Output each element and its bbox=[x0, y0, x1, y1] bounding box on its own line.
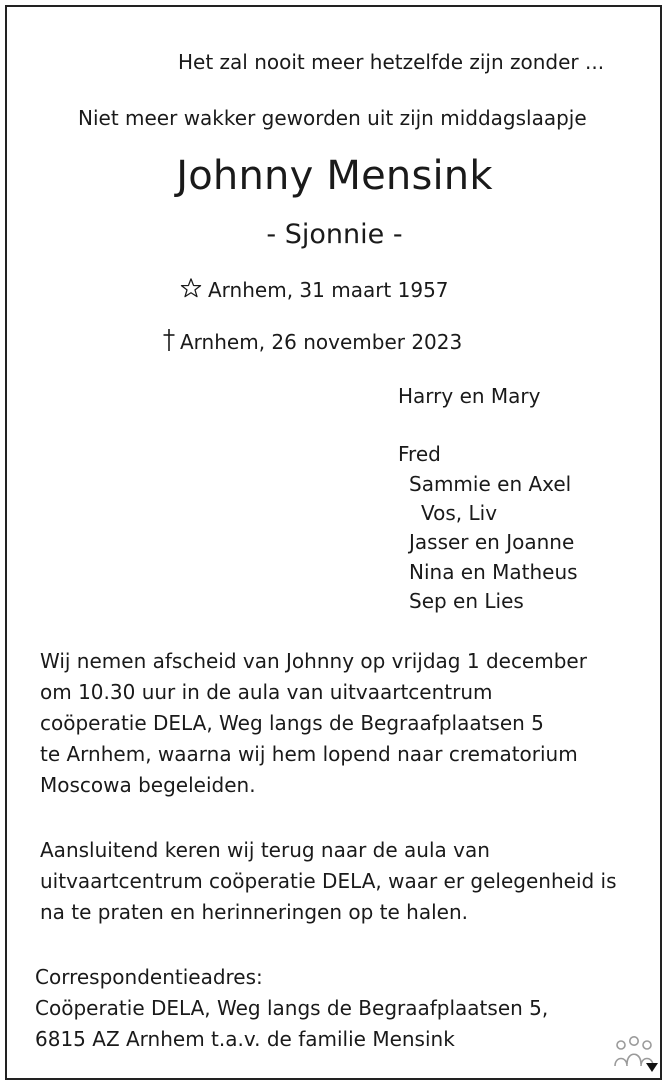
ceremony-line: Moscowa begeleiden. bbox=[40, 773, 256, 797]
birth-line bbox=[180, 278, 449, 302]
star-icon bbox=[180, 278, 202, 298]
correspondence-line: 6815 AZ Arnhem t.a.v. de familie Mensink bbox=[35, 1027, 455, 1051]
deceased-name: Johnny Mensink bbox=[176, 153, 493, 199]
gathering-line: na te praten en herinneringen op te halen. bbox=[40, 900, 469, 924]
cross-icon bbox=[162, 328, 176, 352]
family-child-4: Sep en Lies bbox=[409, 589, 524, 613]
tagline: Het zal nooit meer hetzelfde zijn zonder ... bbox=[178, 50, 605, 74]
dela-logo-icon bbox=[612, 1032, 660, 1074]
ceremony-line: Wij nemen afscheid van Johnny op vrijdag 1 december bbox=[40, 649, 587, 673]
correspondence-block bbox=[35, 962, 635, 1055]
ceremony-line: coöperatie DELA, Weg langs de Begraafplaatsen 5 bbox=[40, 711, 544, 735]
gathering-line: Aansluitend keren wij terug naar de aula van bbox=[40, 838, 490, 862]
birth-text: Arnhem, 31 maart 1957 bbox=[208, 278, 449, 302]
family-child-2: Jasser en Joanne bbox=[409, 530, 575, 554]
gathering-paragraph bbox=[40, 835, 640, 928]
family-group2-head: Fred bbox=[398, 442, 441, 466]
correspondence-line: Coöperatie DELA, Weg langs de Begraafplaatsen 5, bbox=[35, 996, 549, 1020]
family-child-1: Sammie en Axel bbox=[409, 472, 572, 496]
deceased-nickname: - Sjonnie - bbox=[266, 219, 403, 250]
family-group1: Harry en Mary bbox=[398, 384, 541, 408]
ceremony-line: om 10.30 uur in de aula van uitvaartcentrum bbox=[40, 680, 493, 704]
ceremony-line: te Arnhem, waarna wij hem lopend naar crematorium bbox=[40, 742, 578, 766]
family-child-3: Nina en Matheus bbox=[409, 560, 578, 584]
subline: Niet meer wakker geworden uit zijn middagslaapje bbox=[78, 106, 587, 130]
death-line bbox=[162, 328, 462, 354]
family-grandchildren: Vos, Liv bbox=[421, 501, 498, 525]
correspondence-line: Correspondentieadres: bbox=[35, 965, 263, 989]
death-text: Arnhem, 26 november 2023 bbox=[180, 330, 463, 354]
ceremony-paragraph bbox=[40, 646, 640, 801]
gathering-line: uitvaartcentrum coöperatie DELA, waar er gelegenheid is bbox=[40, 869, 617, 893]
